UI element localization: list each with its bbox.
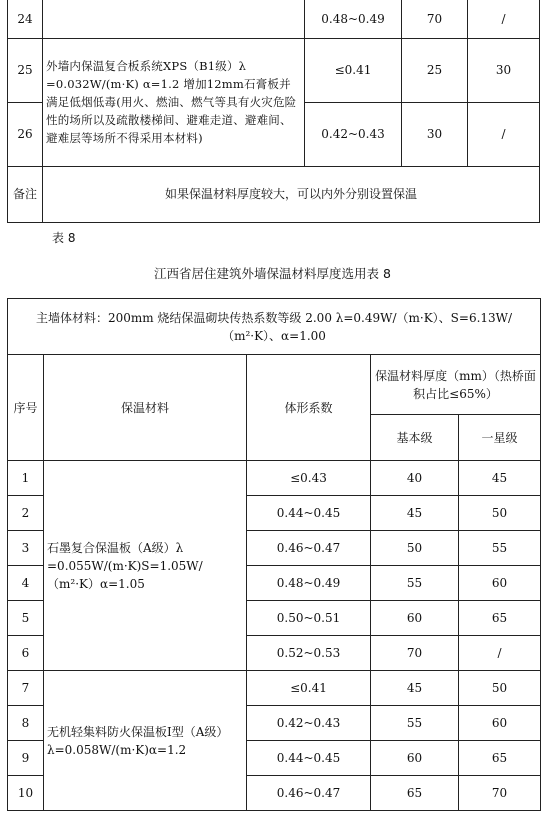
shape-coefficient: ≤0.41 bbox=[305, 38, 402, 102]
shape-coefficient: 0.42~0.43 bbox=[305, 102, 402, 166]
insulation-thickness-table bbox=[7, 298, 541, 811]
thickness-base: 50 bbox=[371, 531, 459, 566]
header-one-star: 一星级 bbox=[459, 415, 541, 461]
thickness-base: 30 bbox=[402, 102, 468, 166]
thickness-star: 50 bbox=[459, 496, 541, 531]
row-number: 6 bbox=[8, 636, 44, 671]
thickness-base: 55 bbox=[371, 706, 459, 741]
shape-coefficient: 0.46~0.47 bbox=[247, 776, 371, 811]
row-number: 2 bbox=[8, 496, 44, 531]
header-row bbox=[8, 355, 541, 415]
row-number: 7 bbox=[8, 671, 44, 706]
row-number: 5 bbox=[8, 601, 44, 636]
table-row bbox=[8, 0, 540, 38]
main-wall-material: 主墙体材料：200mm 烧结保温砌块传热系数等级 2.00 λ=0.49W/（m·K）、S=6.13W/（m²·K）、α=1.00 bbox=[8, 299, 541, 355]
shape-coefficient: 0.52~0.53 bbox=[247, 636, 371, 671]
shape-coefficient: 0.44~0.45 bbox=[247, 741, 371, 776]
thickness-base: 40 bbox=[371, 461, 459, 496]
shape-coefficient: 0.44~0.45 bbox=[247, 496, 371, 531]
row-number: 1 bbox=[8, 461, 44, 496]
thickness-star: 60 bbox=[459, 706, 541, 741]
thickness-star: 60 bbox=[459, 566, 541, 601]
remark-row bbox=[8, 166, 540, 222]
thickness-base: 65 bbox=[371, 776, 459, 811]
thickness-star: / bbox=[468, 0, 540, 38]
material-group-inorganic: 无机轻集料防火保温板Ⅰ型（A级）λ=0.058W/(m·K)α=1.2 bbox=[44, 671, 247, 811]
row-number: 8 bbox=[8, 706, 44, 741]
thickness-base: 45 bbox=[371, 496, 459, 531]
thickness-star: 65 bbox=[459, 601, 541, 636]
header-shape-coefficient: 体形系数 bbox=[247, 355, 371, 461]
row-number: 9 bbox=[8, 741, 44, 776]
shape-coefficient: ≤0.41 bbox=[247, 671, 371, 706]
shape-coefficient: 0.48~0.49 bbox=[305, 0, 402, 38]
remark-text: 如果保温材料厚度较大，可以内外分别设置保温 bbox=[43, 166, 540, 222]
row-number: 24 bbox=[8, 0, 43, 38]
table-row bbox=[8, 461, 541, 496]
thickness-base: 25 bbox=[402, 38, 468, 102]
table-row bbox=[8, 671, 541, 706]
thickness-star: / bbox=[468, 102, 540, 166]
row-number: 25 bbox=[8, 38, 43, 102]
material-cell bbox=[43, 0, 305, 38]
thickness-star: 30 bbox=[468, 38, 540, 102]
thickness-star: 50 bbox=[459, 671, 541, 706]
table-caption: 表 8 bbox=[52, 231, 76, 245]
thickness-star: / bbox=[459, 636, 541, 671]
shape-coefficient: 0.50~0.51 bbox=[247, 601, 371, 636]
table-title: 江西省居住建筑外墙保温材料厚度选用表 8 bbox=[154, 266, 391, 281]
row-number: 4 bbox=[8, 566, 44, 601]
thickness-base: 60 bbox=[371, 741, 459, 776]
thickness-star: 45 bbox=[459, 461, 541, 496]
thickness-star: 65 bbox=[459, 741, 541, 776]
row-number: 26 bbox=[8, 102, 43, 166]
row-number: 10 bbox=[8, 776, 44, 811]
thickness-base: 55 bbox=[371, 566, 459, 601]
continued-table bbox=[7, 0, 540, 223]
thickness-base: 70 bbox=[402, 0, 468, 38]
shape-coefficient: 0.48~0.49 bbox=[247, 566, 371, 601]
shape-coefficient: 0.42~0.43 bbox=[247, 706, 371, 741]
header-no: 序号 bbox=[8, 355, 44, 461]
main-wall-row bbox=[8, 299, 541, 355]
thickness-star: 55 bbox=[459, 531, 541, 566]
table-row bbox=[8, 38, 540, 102]
thickness-star: 70 bbox=[459, 776, 541, 811]
header-thickness: 保温材料厚度（mm）（热桥面积占比≤65%） bbox=[371, 355, 541, 415]
thickness-base: 70 bbox=[371, 636, 459, 671]
row-number: 3 bbox=[8, 531, 44, 566]
thickness-base: 60 bbox=[371, 601, 459, 636]
header-material: 保温材料 bbox=[44, 355, 247, 461]
remark-label: 备注 bbox=[8, 166, 43, 222]
thickness-base: 45 bbox=[371, 671, 459, 706]
material-description: 外墙内保温复合板系统XPS（B1级）λ =0.032W/(m·K) α=1.2 增加12mm石膏板并满足低烟低毒(用火、燃油、燃气等具有火灾危险性的场所以及疏散楼梯间、避难走道、避难间、避难层等场所不得采用本材料) bbox=[43, 38, 305, 166]
shape-coefficient: ≤0.43 bbox=[247, 461, 371, 496]
shape-coefficient: 0.46~0.47 bbox=[247, 531, 371, 566]
material-group-graphite: 石墨复合保温板（A级）λ =0.055W/(m·K)S=1.05W/（m²·K）α=1.05 bbox=[44, 461, 247, 671]
header-base-level: 基本级 bbox=[371, 415, 459, 461]
